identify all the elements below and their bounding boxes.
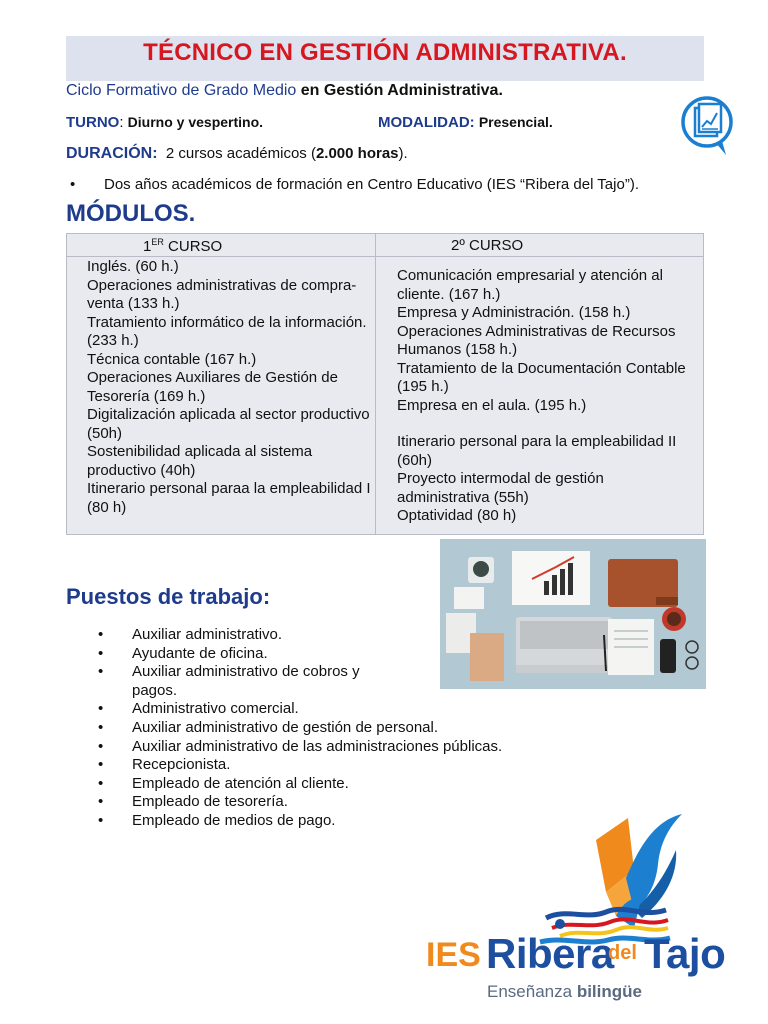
formacion-bullet (70, 176, 639, 193)
module-item: Optatividad (80 h) (397, 507, 517, 524)
duracion-before: 2 cursos académicos ( (165, 145, 316, 162)
header-number: 1 (143, 238, 152, 255)
primer-curso-list (87, 258, 372, 517)
module-item: Operaciones Administrativas de Recursos Humanos (158 h.) (397, 322, 676, 358)
table-header-divider (67, 256, 703, 257)
job-item (98, 738, 502, 757)
logo-subtitle-a: Enseñanza (487, 982, 573, 1001)
logo-ies-text: IES (426, 936, 481, 974)
bullet-dot: • (70, 176, 76, 193)
job-item-text: Recepcionista. (132, 756, 231, 774)
header-text: CURSO (168, 238, 223, 255)
modulos-table (66, 233, 704, 535)
list-gap (397, 415, 697, 433)
job-item-text: Empleado de tesorería. (132, 793, 288, 811)
modulos-title: MÓDULOS. (66, 200, 196, 227)
job-item-text: Auxiliar administrativo de gestión de personal. (132, 718, 438, 736)
job-item (98, 663, 392, 700)
logo-ribera-text: Ribera (486, 930, 614, 977)
title-band (66, 36, 704, 81)
ciclo-prefix: Ciclo Formativo de Grado Medio (66, 82, 297, 99)
modalidad-value: Presencial. (478, 114, 553, 130)
logo-del-text: del (608, 942, 637, 964)
module-item: Operaciones administrativas de compra-venta (133 h.) (87, 276, 357, 312)
column-header-primer-curso (143, 237, 222, 255)
duracion-hours: 2.000 horas (315, 145, 399, 162)
job-item (98, 775, 502, 794)
module-item: Itinerario personal paraa la empleabilidad I (80 h) (87, 480, 371, 516)
module-item: Proyecto intermodal de gestión administrativa (55h) (397, 470, 604, 506)
job-item-text: Empleado de medios de pago. (132, 811, 336, 829)
duracion-line (66, 145, 408, 163)
module-item: Tratamiento informático de la información. (233 h.) (87, 313, 367, 349)
school-logo-graphic (420, 800, 740, 1010)
table-column-divider (375, 234, 376, 534)
job-item-text: Auxiliar administrativo de cobros y pagos. (132, 663, 360, 699)
logo-subtitle (487, 982, 642, 1002)
module-item: Comunicación empresarial y atención al cliente. (167 h.) (397, 267, 663, 303)
header-superscript: ER (151, 237, 164, 247)
module-item: Empresa y Administración. (158 h.) (397, 304, 631, 321)
job-item (98, 719, 502, 738)
turno-line: TURNO: Diurno y vespertino. (66, 114, 264, 131)
job-item-text: Auxiliar administrativo de las administraciones públicas. (132, 737, 503, 755)
module-item: Inglés. (60 h.) (87, 258, 179, 275)
report-chart-icon (680, 95, 738, 157)
module-item: Digitalización aplicada al sector productivo (50h) (87, 406, 370, 442)
module-item: Operaciones Auxiliares de Gestión de Tesorería (169 h.) (87, 369, 338, 405)
job-item-text: Ayudante de oficina. (132, 644, 268, 662)
logo-subtitle-b: bilingüe (576, 982, 642, 1001)
duracion-label: DURACIÓN: (66, 145, 158, 162)
job-item (98, 626, 502, 645)
module-item: Técnica contable (167 h.) (87, 350, 257, 368)
job-item-text: Auxiliar administrativo. (132, 626, 283, 643)
duracion-after: ). (398, 145, 408, 162)
job-item-text: Administrativo comercial. (132, 700, 299, 718)
page-title: TÉCNICO EN GESTIÓN ADMINISTRATIVA. (143, 39, 627, 66)
job-item-text: Empleado de atención al cliente. (132, 774, 349, 792)
module-item: Tratamiento de la Documentación Contable (195 h.) (397, 359, 686, 395)
module-item: Empresa en el aula. (195 h.) (397, 396, 587, 414)
module-item: Sostenibilidad aplicada al sistema productivo (40h) (87, 443, 313, 479)
job-item (98, 756, 502, 775)
ciclo-line (66, 82, 503, 100)
column-header-segundo-curso: 2º CURSO (451, 237, 524, 254)
formacion-text: Dos años académicos de formación en Centro Educativo (IES “Ribera del Tajo”). (104, 176, 639, 193)
job-item (98, 645, 502, 664)
ciclo-suffix: en Gestión Administrativa. (300, 82, 503, 99)
job-item (98, 700, 502, 719)
turno-value: Diurno y vespertino. (127, 114, 264, 130)
logo-tajo-text: Tajo (644, 930, 726, 977)
modalidad-label: MODALIDAD: (378, 114, 475, 131)
module-item: Itinerario personal para la empleabilidad II (60h) (397, 433, 677, 469)
modalidad-line (378, 114, 553, 131)
puestos-title: Puestos de trabajo: (66, 584, 271, 609)
turno-label: TURNO (66, 114, 120, 131)
segundo-curso-list (397, 267, 697, 526)
